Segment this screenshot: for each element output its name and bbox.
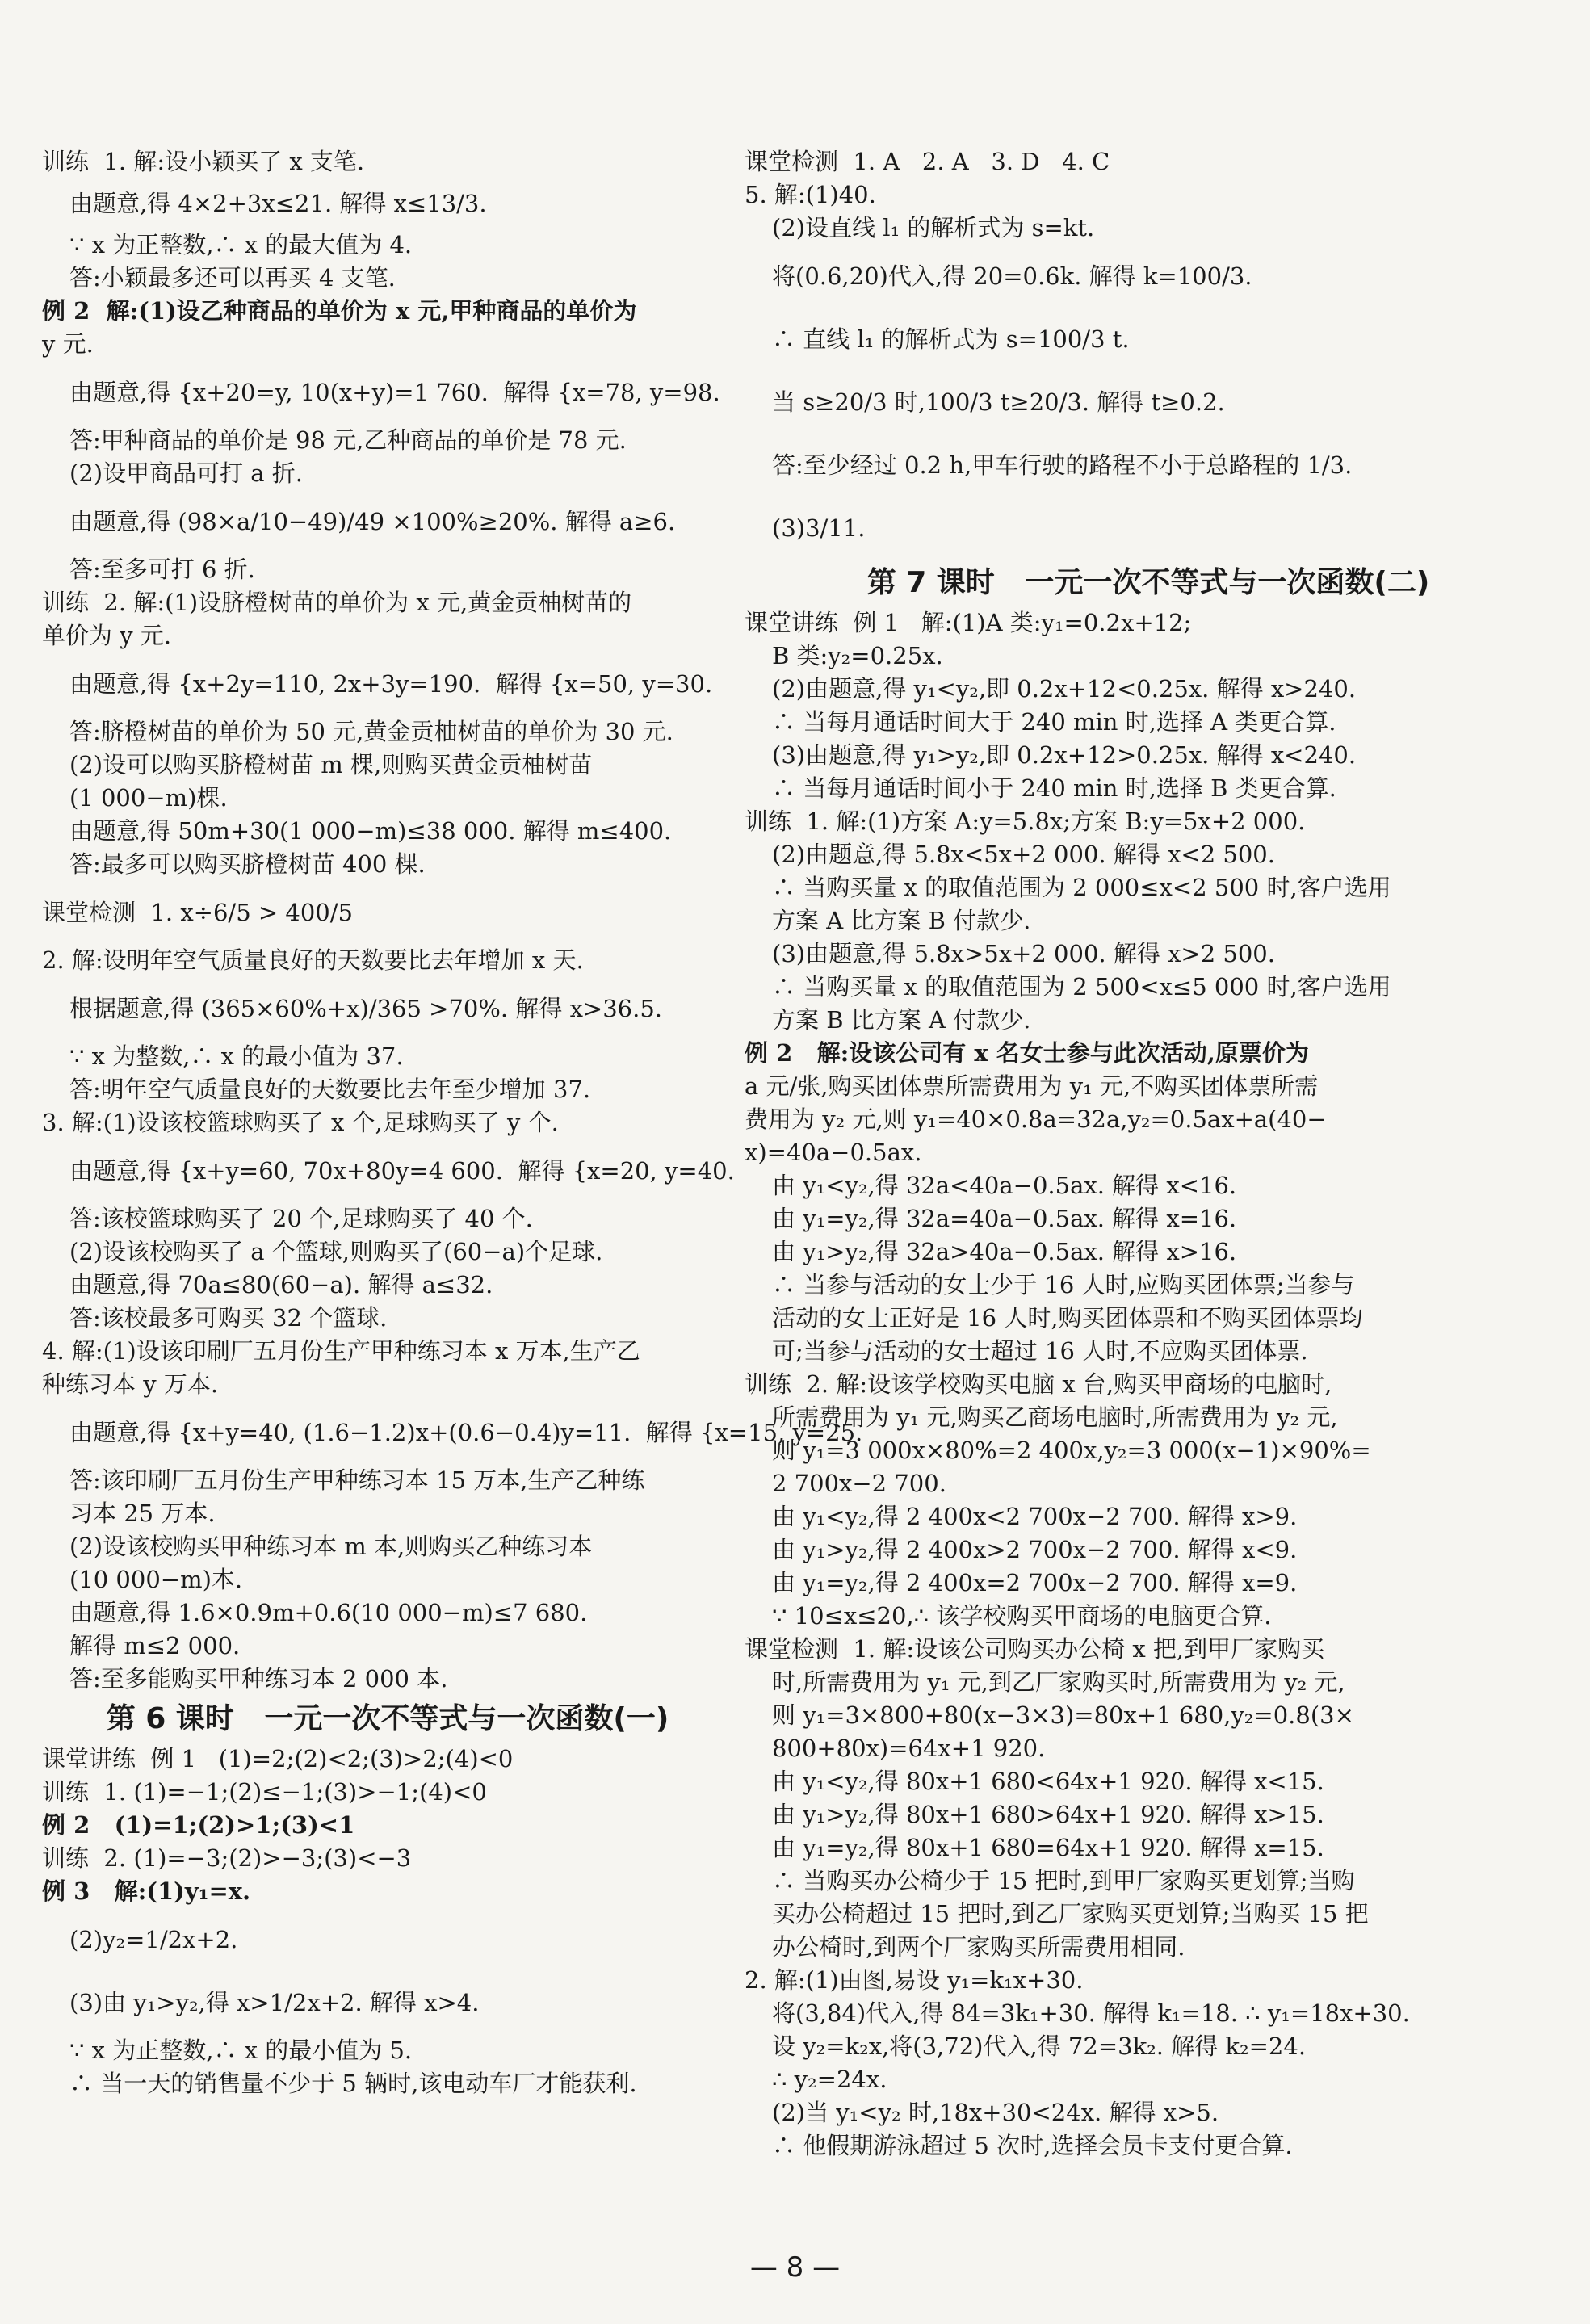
text-line: (3)3/11. (772, 514, 866, 542)
text-line: ∴ 当参与活动的女士少于 16 人时,应购买团体票;当参与 (772, 1271, 1355, 1298)
text-line: 由 y₁<y₂,得 80x+1 680<64x+1 920. 解得 x<15. (772, 1768, 1324, 1795)
text-line: 办公椅时,到两个厂家购买所需费用相同. (772, 1933, 1185, 1961)
text-line: 答:甲种商品的单价是 98 元,乙种商品的单价是 78 元. (69, 426, 627, 454)
text-line: 训练 1. 解:(1)方案 A:y=5.8x;方案 B:y=5x+2 000. (745, 808, 1306, 835)
right-column (745, 145, 1552, 2162)
text-line: 课堂检测 1. 解:设该公司购买办公椅 x 把,到甲厂家购买 (745, 1635, 1325, 1663)
text-line: 答:最多可以购买脐橙树苗 400 棵. (69, 850, 426, 878)
text-line: a 元/张,购买团体票所需费用为 y₁ 元,不购买团体票所需 (745, 1072, 1319, 1100)
text-line: ∵ 10≤x≤20,∴ 该学校购买甲商场的电脑更合算. (772, 1602, 1272, 1630)
text-line: 答:脐橙树苗的单价为 50 元,黄金贡柚树苗的单价为 30 元. (69, 718, 673, 745)
text-line: 例 2 (1)=1;(2)>1;(3)<1 (42, 1811, 355, 1839)
text-line: (10 000−m)本. (69, 1566, 243, 1593)
text-line: 由题意,得 {x+2y=110, 2x+3y=190. 解得 {x=50, y=30. (69, 670, 713, 698)
text-line: 课堂检测 1. x÷6/5 > 400/5 (42, 899, 353, 926)
text-line: 由 y₁>y₂,得 80x+1 680>64x+1 920. 解得 x>15. (772, 1801, 1324, 1828)
text-line: 答:至多可打 6 折. (69, 556, 255, 583)
text-line: B 类:y₂=0.25x. (772, 642, 943, 669)
text-line: ∴ 他假期游泳超过 5 次时,选择会员卡支付更合算. (772, 2132, 1293, 2159)
text-line: 训练 2. 解:设该学校购买电脑 x 台,购买甲商场的电脑时, (745, 1370, 1332, 1398)
text-line: ∴ y₂=24x. (772, 2066, 887, 2093)
text-line: 课堂讲练 例 1 解:(1)A 类:y₁=0.2x+12; (745, 609, 1192, 636)
text-line: 种练习本 y 万本. (42, 1370, 219, 1398)
text-line: (1 000−m)棵. (69, 784, 228, 812)
text-line: (2)由题意,得 5.8x<5x+2 000. 解得 x<2 500. (772, 841, 1275, 868)
text-line: ∵ x 为正整数,∴ x 的最小值为 5. (69, 2037, 413, 2064)
text-line: 例 2 解:(1)设乙种商品的单价为 x 元,甲种商品的单价为 (42, 297, 637, 325)
text-line: 2. 解:设明年空气质量良好的天数要比去年增加 x 天. (42, 946, 584, 974)
text-line: 4. 解:(1)设该印刷厂五月份生产甲种练习本 x 万本,生产乙 (42, 1337, 640, 1365)
text-line: 答:该校篮球购买了 20 个,足球购买了 40 个. (69, 1205, 533, 1232)
text-line: 将(0.6,20)代入,得 20=0.6k. 解得 k=100/3. (772, 262, 1252, 290)
text-line: ∴ 当每月通话时间小于 240 min 时,选择 B 类更合算. (772, 774, 1336, 802)
text-line: 可;当参与活动的女士超过 16 人时,不应购买团体票. (772, 1337, 1308, 1365)
text-line: 答:该印刷厂五月份生产甲种练习本 15 万本,生产乙种练 (69, 1466, 645, 1494)
text-line: 由 y₁>y₂,得 32a>40a−0.5ax. 解得 x>16. (772, 1238, 1237, 1265)
text-line: (3)由题意,得 y₁>y₂,即 0.2x+12>0.25x. 解得 x<240. (772, 741, 1357, 769)
text-line: ∴ 直线 l₁ 的解析式为 s=100/3 t. (772, 325, 1130, 353)
text-line: 由题意,得 {x+y=60, 70x+80y=4 600. 解得 {x=20, y=40. (69, 1157, 735, 1185)
text-line: 由题意,得 {x+y=40, (1.6−1.2)x+(0.6−0.4)y=11. 解得 {x=15, y=25. (69, 1419, 863, 1446)
text-line: x)=40a−0.5ax. (745, 1139, 922, 1166)
text-line: 设 y₂=k₂x,将(3,72)代入,得 72=3k₂. 解得 k₂=24. (772, 2032, 1307, 2060)
text-line: 答:至少经过 0.2 h,甲车行驶的路程不小于总路程的 1/3. (772, 451, 1353, 479)
text-line: 由题意,得 4×2+3x≤21. 解得 x≤13/3. (69, 190, 487, 217)
text-line: 训练 1. (1)=−1;(2)≤−1;(3)>−1;(4)<0 (42, 1778, 487, 1806)
text-line: 则 y₁=3×800+80(x−3×3)=80x+1 680,y₂=0.8(3× (772, 1701, 1354, 1729)
text-line: 训练 1. 解:设小颖买了 x 支笔. (42, 148, 365, 175)
text-line: 则 y₁=3 000x×80%=2 400x,y₂=3 000(x−1)×90%= (772, 1437, 1371, 1464)
text-line: 由题意,得 70a≤80(60−a). 解得 a≤32. (69, 1271, 493, 1298)
text-line: 时,所需费用为 y₁ 元,到乙厂家购买时,所需费用为 y₂ 元, (772, 1668, 1345, 1696)
text-line: 活动的女士正好是 16 人时,购买团体票和不购买团体票均 (772, 1304, 1363, 1332)
text-line: 5. 解:(1)40. (745, 181, 876, 208)
text-line: 由 y₁>y₂,得 2 400x>2 700x−2 700. 解得 x<9. (772, 1536, 1298, 1563)
text-line: 根据题意,得 (365×60%+x)/365 >70%. 解得 x>36.5. (69, 995, 663, 1022)
text-line: 由 y₁=y₂,得 32a=40a−0.5ax. 解得 x=16. (772, 1205, 1237, 1232)
text-line: ∴ 当购买量 x 的取值范围为 2 500<x≤5 000 时,客户选用 (772, 973, 1391, 1000)
text-line: (2)设直线 l₁ 的解析式为 s=kt. (772, 214, 1095, 241)
text-line: (3)由题意,得 5.8x>5x+2 000. 解得 x>2 500. (772, 940, 1275, 967)
text-line: 由题意,得 1.6×0.9m+0.6(10 000−m)≤7 680. (69, 1599, 588, 1626)
text-line: 费用为 y₂ 元,则 y₁=40×0.8a=32a,y₂=0.5ax+a(40− (745, 1105, 1327, 1133)
text-line: (2)设该校购买了 a 个篮球,则购买了(60−a)个足球. (69, 1238, 603, 1265)
text-line: ∴ 当每月通话时间大于 240 min 时,选择 A 类更合算. (772, 708, 1336, 736)
text-line: (2)设该校购买甲种练习本 m 本,则购买乙种练习本 (69, 1533, 593, 1560)
section-heading: 第 6 课时 一元一次不等式与一次函数(一) (106, 1702, 669, 1735)
text-line: 将(3,84)代入,得 84=3k₁+30. 解得 k₁=18. ∴ y₁=18x+30. (772, 1999, 1410, 2027)
text-line: 课堂讲练 例 1 (1)=2;(2)<2;(3)>2;(4)<0 (42, 1745, 514, 1772)
text-line: 答:明年空气质量良好的天数要比去年至少增加 37. (69, 1076, 591, 1103)
text-line: 解得 m≤2 000. (69, 1632, 241, 1659)
text-line: 习本 25 万本. (69, 1500, 216, 1527)
text-line: (2)由题意,得 y₁<y₂,即 0.2x+12<0.25x. 解得 x>240. (772, 675, 1357, 703)
text-line: 由题意,得 {x+20=y, 10(x+y)=1 760. 解得 {x=78, y=98. (69, 379, 720, 406)
text-line: 所需费用为 y₁ 元,购买乙商场电脑时,所需费用为 y₂ 元, (772, 1403, 1338, 1431)
text-line: (2)y₂=1/2x+2. (69, 1926, 238, 1953)
text-line: 例 2 解:设该公司有 x 名女士参与此次活动,原票价为 (745, 1039, 1309, 1067)
text-line: 2 700x−2 700. (772, 1470, 946, 1497)
text-line: 由 y₁=y₂,得 2 400x=2 700x−2 700. 解得 x=9. (772, 1569, 1298, 1596)
text-line: 例 3 解:(1)y₁=x. (42, 1877, 251, 1905)
text-line: ∴ 当购买办公椅少于 15 把时,到甲厂家购买更划算;当购 (772, 1867, 1355, 1894)
text-line: 2. 解:(1)由图,易设 y₁=k₁x+30. (745, 1966, 1084, 1994)
text-line: 800+80x)=64x+1 920. (772, 1735, 1046, 1762)
text-line: 当 s≥20/3 时,100/3 t≥20/3. 解得 t≥0.2. (772, 388, 1225, 416)
page-number: — 8 — (749, 2251, 841, 2284)
text-line: 3. 解:(1)设该校篮球购买了 x 个,足球购买了 y 个. (42, 1109, 559, 1136)
section-heading: 第 7 课时 一元一次不等式与一次函数(二) (866, 566, 1430, 599)
text-line: (3)由 y₁>y₂,得 x>1/2x+2. 解得 x>4. (69, 1989, 480, 2016)
text-line: 由题意,得 (98×a/10−49)/49 ×100%≥20%. 解得 a≥6. (69, 508, 676, 535)
text-line: 答:该校最多可购买 32 个篮球. (69, 1304, 388, 1332)
text-line: ∵ x 为正整数,∴ x 的最大值为 4. (69, 231, 413, 258)
text-line: 答:小颖最多还可以再买 4 支笔. (69, 264, 396, 292)
text-line: (2)设可以购买脐橙树苗 m 棵,则购买黄金贡柚树苗 (69, 751, 593, 778)
text-line: 训练 2. (1)=−3;(2)>−3;(3)<−3 (42, 1844, 412, 1872)
text-line: y 元. (42, 330, 94, 358)
text-line: 由题意,得 50m+30(1 000−m)≤38 000. 解得 m≤400. (69, 817, 672, 845)
text-line: ∴ 当一天的销售量不少于 5 辆时,该电动车厂才能获利. (69, 2070, 637, 2097)
text-line: 答:至多能购买甲种练习本 2 000 本. (69, 1665, 448, 1693)
text-line: ∴ 当购买量 x 的取值范围为 2 000≤x<2 500 时,客户选用 (772, 874, 1391, 901)
text-line: 由 y₁<y₂,得 2 400x<2 700x−2 700. 解得 x>9. (772, 1503, 1298, 1530)
text-line: 方案 B 比方案 A 付款少. (772, 1006, 1031, 1034)
text-line: 方案 A 比方案 B 付款少. (772, 907, 1031, 934)
text-line: 单价为 y 元. (42, 622, 172, 649)
text-line: 由 y₁=y₂,得 80x+1 680=64x+1 920. 解得 x=15. (772, 1834, 1324, 1861)
text-line: 训练 2. 解:(1)设脐橙树苗的单价为 x 元,黄金贡柚树苗的 (42, 589, 632, 616)
text-line: 买办公椅超过 15 把时,到乙厂家购买更划算;当购买 15 把 (772, 1900, 1369, 1928)
text-line: 由 y₁<y₂,得 32a<40a−0.5ax. 解得 x<16. (772, 1172, 1237, 1199)
text-line: (2)设甲商品可打 a 折. (69, 459, 304, 487)
text-line: ∵ x 为整数,∴ x 的最小值为 37. (69, 1042, 404, 1070)
text-line: 课堂检测 1. A 2. A 3. D 4. C (745, 148, 1110, 175)
text-line: (2)当 y₁<y₂ 时,18x+30<24x. 解得 x>5. (772, 2099, 1219, 2126)
